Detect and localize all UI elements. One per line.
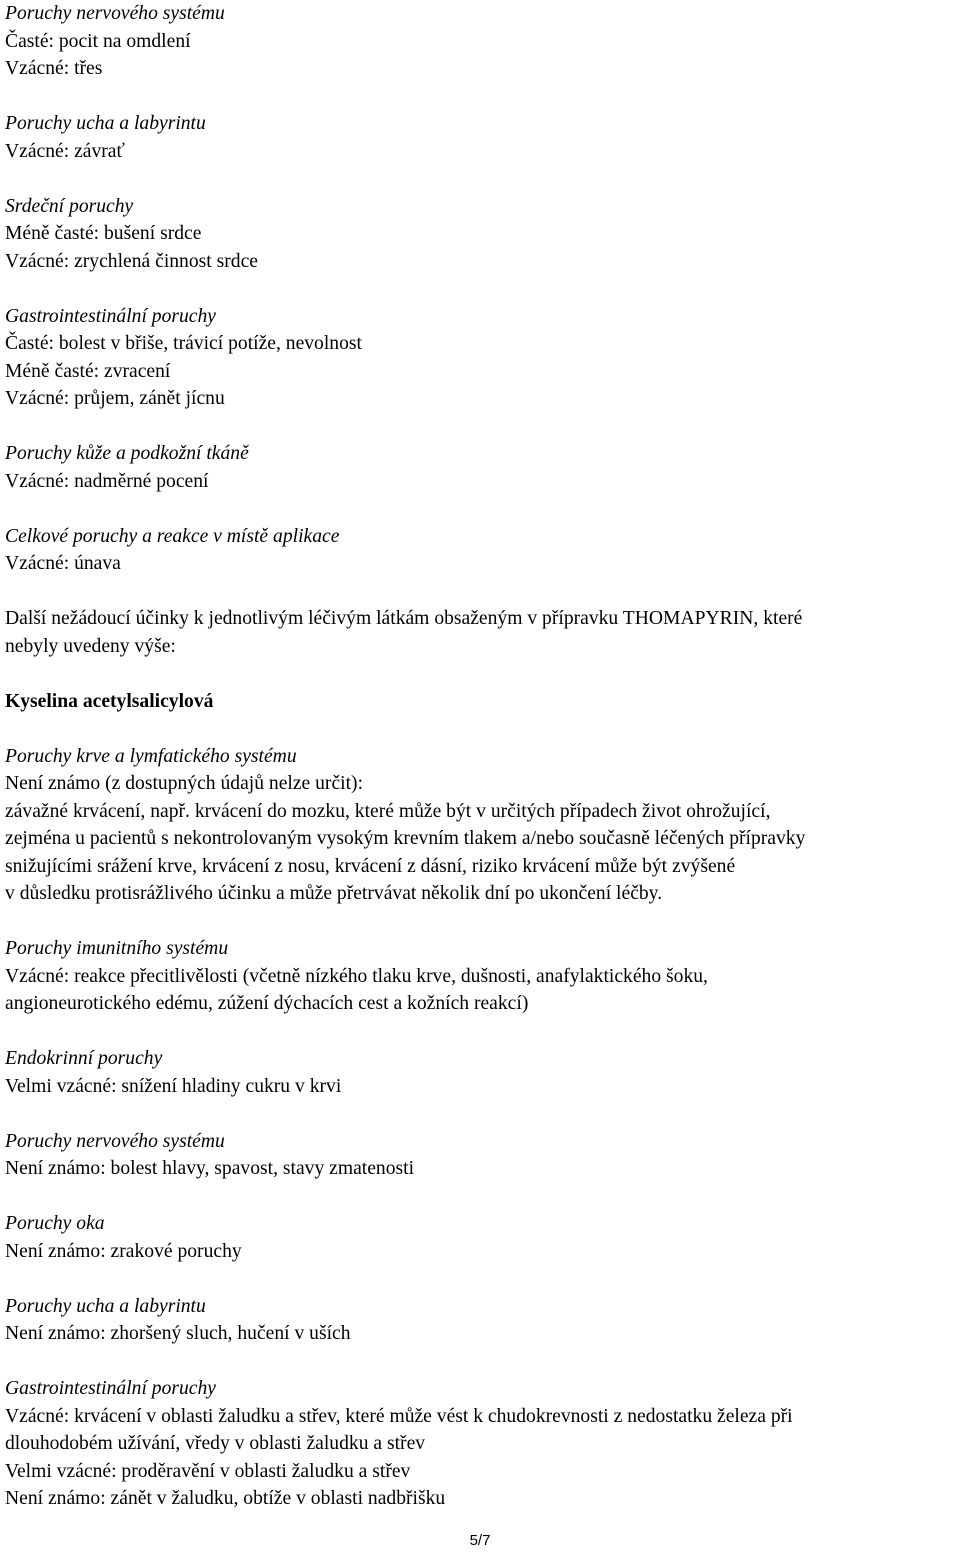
- section-line: Vzácné: únava: [5, 553, 121, 574]
- section-line: Vzácné: nadměrné pocení: [5, 470, 209, 492]
- section-line: Není známo: zhoršený sluch, hučení v uších: [5, 1323, 351, 1344]
- intro-line-2: nebyly uvedeny výše:: [5, 635, 176, 657]
- section-line: zejména u pacientů s nekontrolovaným vysokým krevním tlakem a/nebo současně léčených přípravky: [5, 828, 806, 849]
- spacer: [5, 715, 955, 743]
- section-heading: Gastrointestinální poruchy: [5, 305, 216, 327]
- section-line: Časté: bolest v břiše, trávicí potíže, nevolnost: [5, 333, 362, 354]
- section-heading: Poruchy oka: [5, 1213, 105, 1234]
- section-line: Vzácné: průjem, zánět jícnu: [5, 388, 225, 409]
- section-line: Vzácné: třes: [5, 58, 103, 79]
- spacer: [5, 83, 955, 111]
- spacer: [5, 1183, 955, 1211]
- section-line: Není známo: zrakové poruchy: [5, 1240, 242, 1262]
- section-line: Není známo (z dostupných údajů nelze určit):: [5, 773, 364, 794]
- spacer: [5, 1018, 955, 1046]
- section-heading: Poruchy nervového systému: [5, 3, 225, 24]
- section-line: závažné krvácení, např. krvácení do mozku, které může být v určitých případech život ohrožující,: [5, 800, 771, 822]
- substance-title: Kyselina acetylsalicylová: [5, 690, 214, 712]
- section-heading: Celkové poruchy a reakce v místě aplikace: [5, 525, 340, 547]
- intro-line-1: Další nežádoucí účinky k jednotlivým léčivým látkám obsaženým v přípravku THOMAPYRIN, které: [5, 608, 803, 629]
- spacer: [5, 1100, 955, 1128]
- section-heading: Poruchy imunitního systému: [5, 938, 229, 959]
- adverse-effects-list-acetylsalicylic-acid: [5, 743, 955, 1513]
- adverse-effects-list-combined: [5, 0, 955, 578]
- spacer: [5, 275, 955, 303]
- section-heading: Poruchy krve a lymfatického systému: [5, 745, 297, 767]
- section-heading: Gastrointestinální poruchy: [5, 1378, 216, 1399]
- section-line: Vzácné: závrať: [5, 140, 125, 162]
- spacer: [5, 660, 955, 688]
- section-heading: Poruchy kůže a podkožní tkáně: [5, 443, 249, 464]
- spacer: [5, 578, 955, 606]
- spacer: [5, 495, 955, 523]
- spacer: [5, 165, 955, 193]
- section-line: Velmi vzácné: snížení hladiny cukru v krvi: [5, 1075, 342, 1097]
- section-line: Méně časté: bušení srdce: [5, 223, 202, 244]
- section-line: angioneurotického edému, zúžení dýchacích cest a kožních reakcí): [5, 993, 529, 1014]
- section-heading: Poruchy ucha a labyrintu: [5, 1295, 206, 1317]
- spacer: [5, 1265, 955, 1293]
- section-line: Velmi vzácné: proděravění v oblasti žaludku a střev: [5, 1460, 411, 1482]
- section-heading: Srdeční poruchy: [5, 195, 134, 217]
- spacer: [5, 908, 955, 936]
- section-line: snižujícími srážení krve, krvácení z nosu, krvácení z dásní, riziko krvácení může být zvýšené: [5, 855, 736, 877]
- section-line: Vzácné: krvácení v oblasti žaludku a střev, které může vést k chudokrevnosti z nedostatku železa při: [5, 1405, 793, 1427]
- section-line: Není známo: bolest hlavy, spavost, stavy zmatenosti: [5, 1158, 415, 1179]
- section-heading: Poruchy ucha a labyrintu: [5, 113, 206, 134]
- page-number: 5/7: [469, 1532, 491, 1549]
- document-page: [5, 0, 955, 1513]
- section-heading: Endokrinní poruchy: [5, 1048, 163, 1069]
- section-line: Méně časté: zvracení: [5, 360, 171, 382]
- section-line: v důsledku protisrážlivého účinku a může přetrvávat několik dní po ukončení léčby.: [5, 883, 663, 904]
- section-line: Vzácné: zrychlená činnost srdce: [5, 250, 258, 272]
- section-line: Časté: pocit na omdlení: [5, 30, 191, 52]
- section-heading: Poruchy nervového systému: [5, 1130, 225, 1152]
- section-line: Není známo: zánět v žaludku, obtíže v oblasti nadbřišku: [5, 1488, 446, 1509]
- section-line: dlouhodobém užívání, vředy v oblasti žaludku a střev: [5, 1433, 426, 1454]
- spacer: [5, 413, 955, 441]
- spacer: [5, 1348, 955, 1376]
- section-line: Vzácné: reakce přecitlivělosti (včetně nízkého tlaku krve, dušnosti, anafylaktického šoku,: [5, 965, 708, 987]
